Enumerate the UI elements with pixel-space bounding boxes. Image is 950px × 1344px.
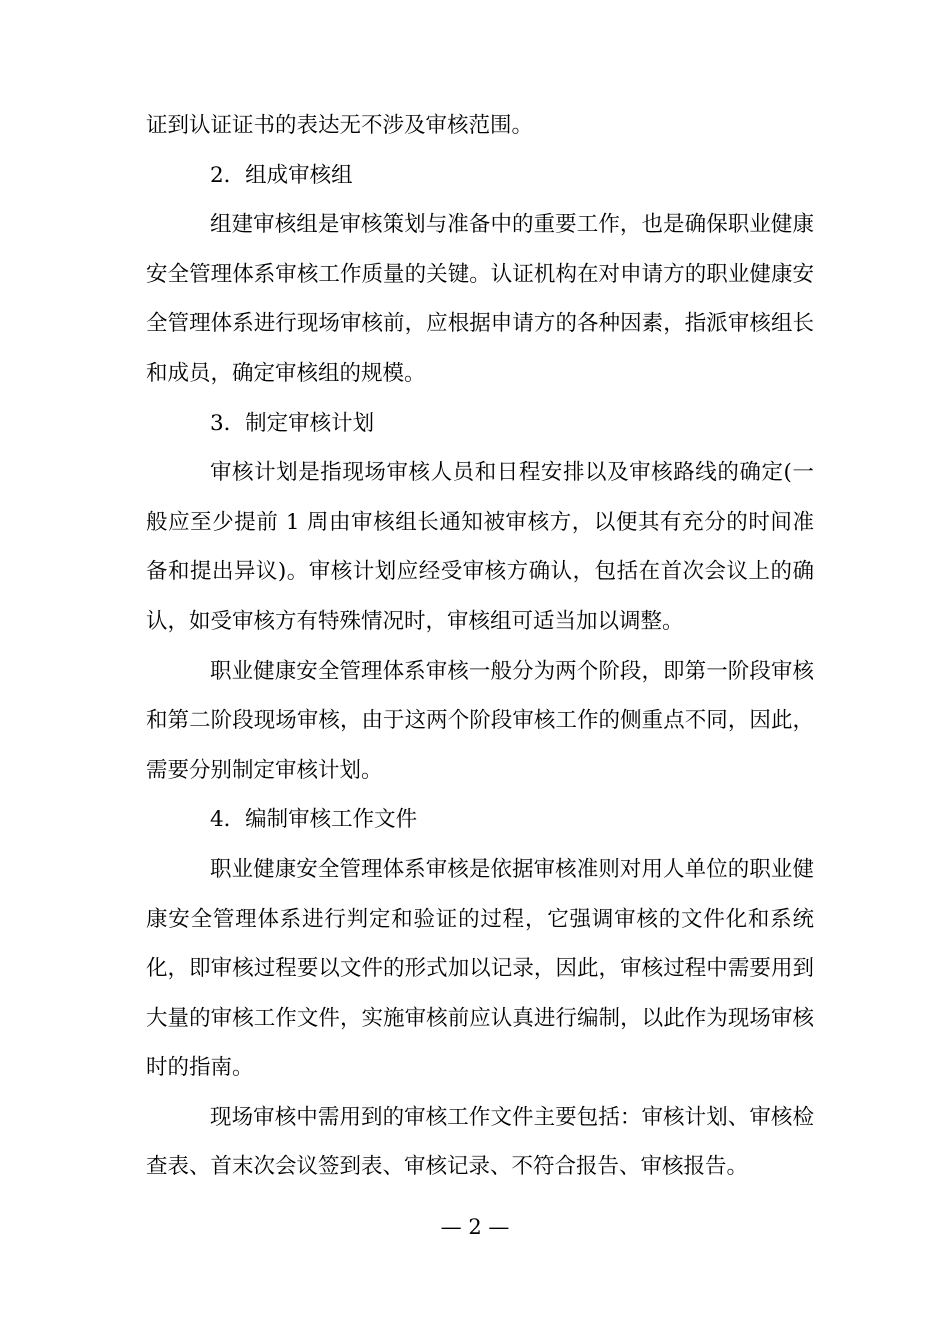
paragraph-document-list: 现场审核中需用到的审核工作文件主要包括：审核计划、审核检查表、首末次会议签到表、审核记录、不符合报告、审核报告。 xyxy=(146,1104,814,1180)
section-heading-4: 4．编制审核工作文件 xyxy=(210,807,418,833)
document-body xyxy=(146,101,814,1192)
paragraph-work-documents: 职业健康安全管理体系审核是依据审核准则对用人单位的职业健康安全管理体系进行判定和验证的过程，它强调审核的文件化和系统化，即审核过程要以文件的形式加以记录，因此，审核过程中需要用到大量的审核工作文件，实施审核前应认真进行编制，以此作为现场审核时的指南。 xyxy=(146,856,814,1081)
paragraph-audit-stages: 职业健康安全管理体系审核一般分为两个阶段，即第一阶段审核和第二阶段现场审核，由于这两个阶段审核工作的侧重点不同，因此，需要分别制定审核计划。 xyxy=(146,658,814,783)
paragraph-audit-team: 组建审核组是审核策划与准备中的重要工作，也是确保职业健康安全管理体系审核工作质量的关键。认证机构在对申请方的职业健康安全管理体系进行现场审核前，应根据申请方的各种因素，指派审核组长和成员，确定审核组的规模。 xyxy=(146,212,814,386)
section-heading-3: 3．制定审核计划 xyxy=(210,410,375,436)
paragraph-audit-plan: 审核计划是指现场审核人员和日程安排以及审核路线的确定(一般应至少提前 1 周由审核组长通知被审核方，以便其有充分的时间准备和提出异议)。审核计划应经受审核方确认，包括在首次会议上的确认，如受审核方有特殊情况时，审核组可适当加以调整。 xyxy=(146,460,814,634)
paragraph-continuation: 证到认证证书的表达无不涉及审核范围。 xyxy=(146,113,534,138)
page-number: — 2 — xyxy=(440,1215,510,1239)
section-heading-2: 2．组成审核组 xyxy=(210,162,353,188)
